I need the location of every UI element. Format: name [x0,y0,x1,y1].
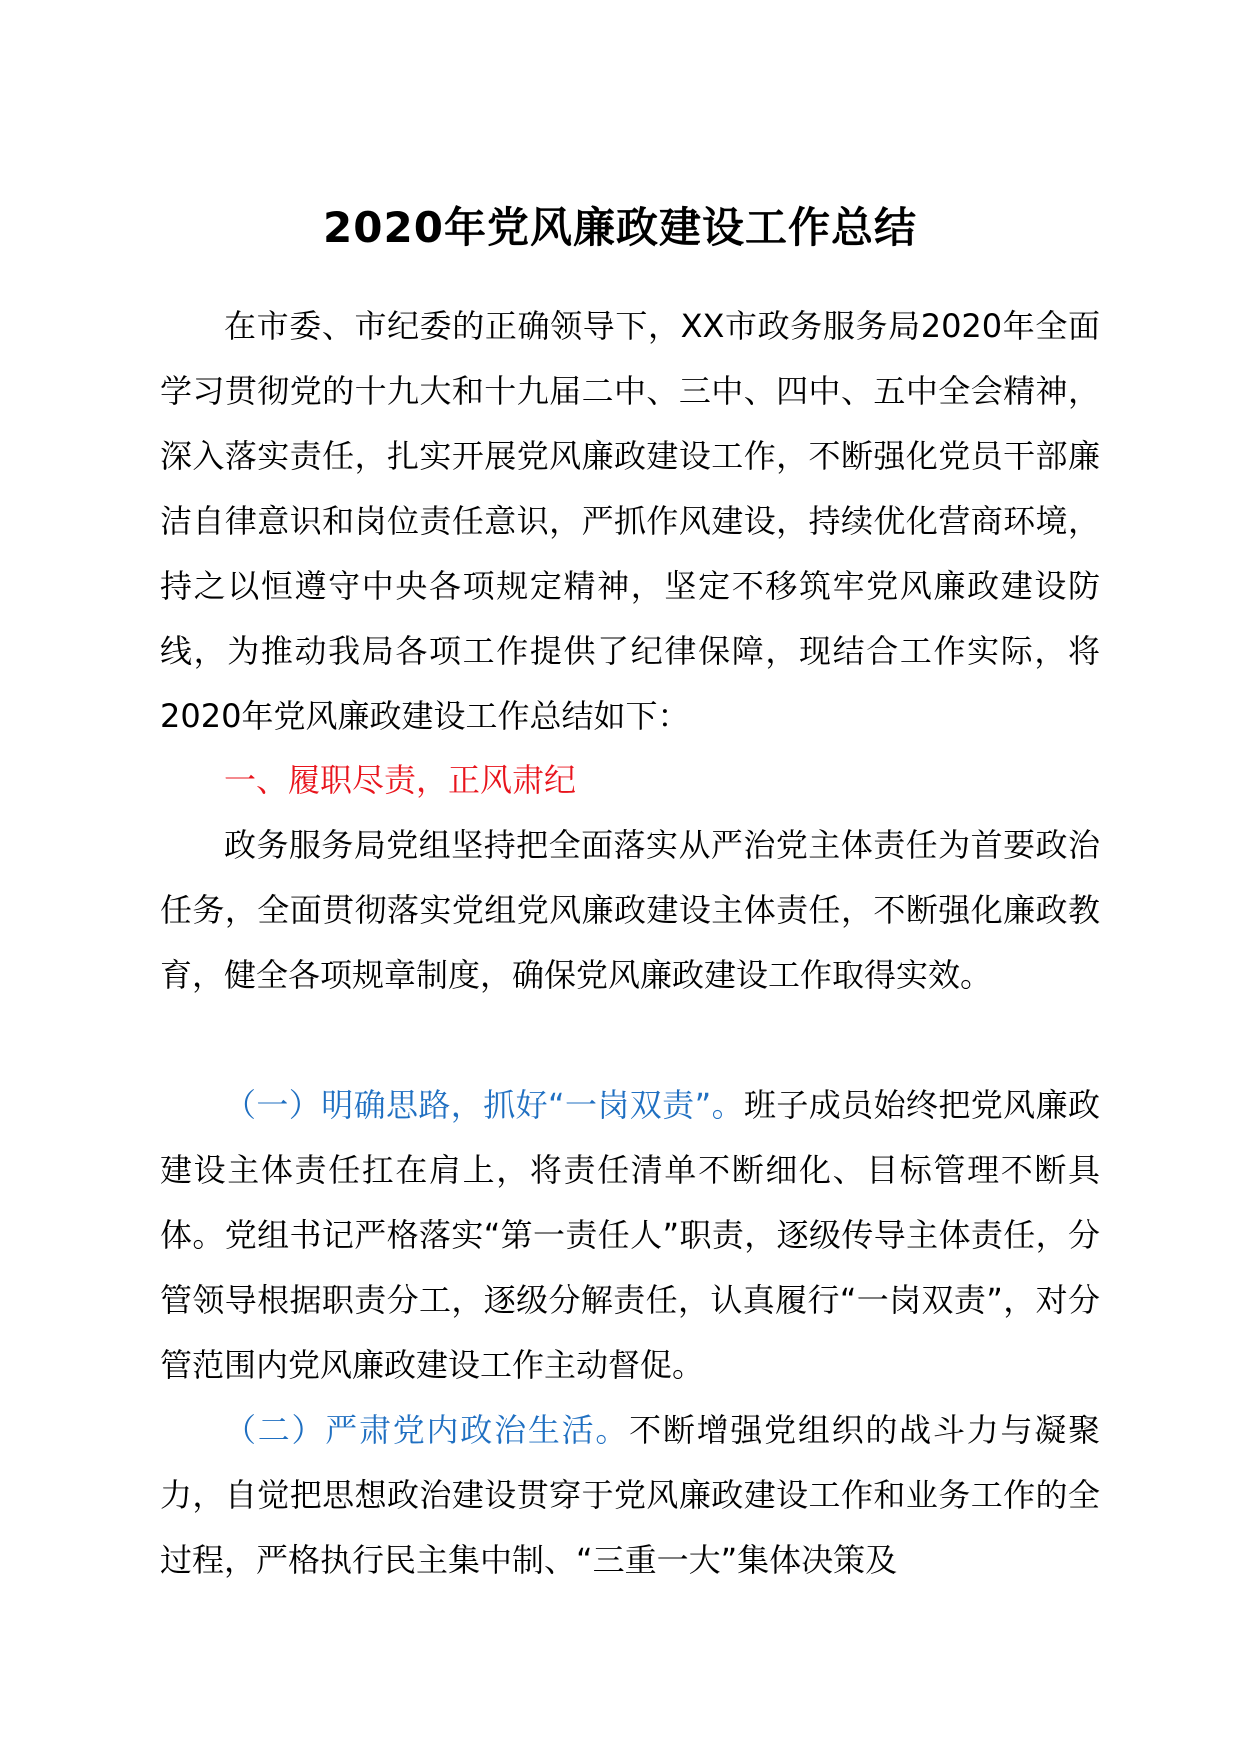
item-1-paragraph [160,1073,1100,1398]
item-1-body: 班子成员始终把党风廉政建设主体责任扛在肩上，将责任清单不断细化、目标管理不断具体。党组书记严格落实“第一责任人”职责，逐级传导主体责任，分管领导根据职责分工，逐级分解责任，认真履行“一岗双责”，对分管范围内党风廉政建设工作主动督促。 [160,1086,1100,1384]
intro-paragraph: 在市委、市纪委的正确领导下，XX市政务服务局2020年全面学习贯彻党的十九大和十九届二中、三中、四中、五中全会精神，深入落实责任，扎实开展党风廉政建设工作，不断强化党员干部廉洁自律意识和岗位责任意识，严抓作风建设，持续优化营商环境，持之以恒遵守中央各项规定精神，坚定不移筑牢党风廉政建设防线，为推动我局各项工作提供了纪律保障，现结合工作实际，将2020年党风廉政建设工作总结如下： [160,307,1100,735]
item-2-heading: （二）严肃党内政治生活。 [224,1411,630,1449]
item-2-paragraph [160,1398,1100,1593]
section-1-paragraph: 政务服务局党组坚持把全面落实从严治党主体责任为首要政治任务，全面贯彻落实党组党风廉政建设主体责任，不断强化廉政教育，健全各项规章制度，确保党风廉政建设工作取得实效。 [160,826,1100,994]
item-1-heading: （一）明确思路，抓好“一岗双责”。 [224,1086,744,1124]
item-2-body: 不断增强党组织的战斗力与凝聚力，自觉把思想政治建设贯穿于党风廉政建设工作和业务工作的全过程，严格执行民主集中制、“三重一大”集体决策及 [160,1411,1100,1579]
document-title: 2020年党风廉政建设工作总结 [323,203,917,252]
section-heading-1: 一、履职尽责，正风肃纪 [224,761,577,799]
